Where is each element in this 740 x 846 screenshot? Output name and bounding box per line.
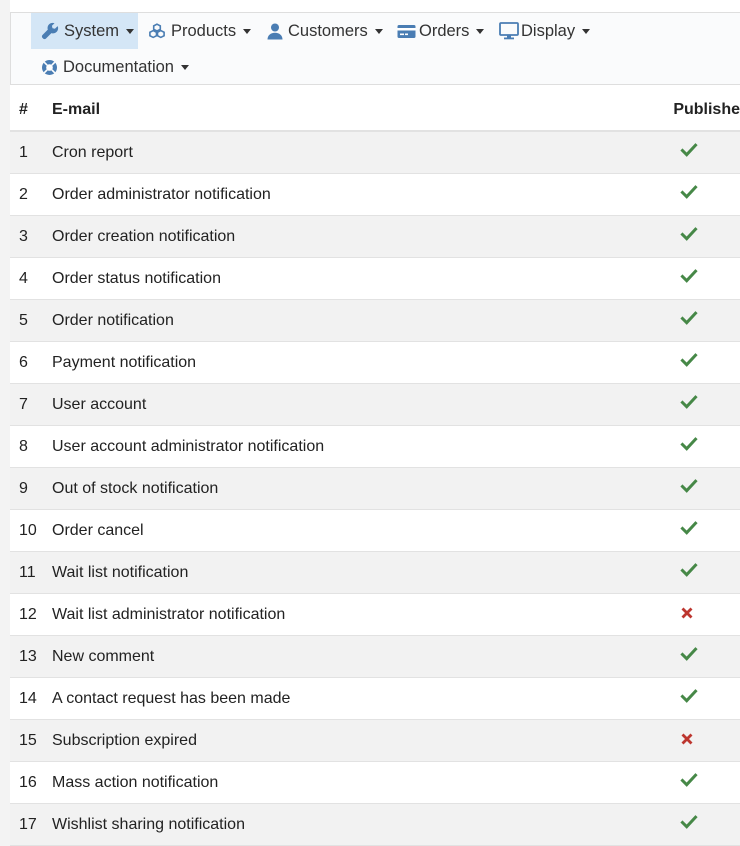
table-row [10, 552, 740, 594]
row-number: 12 [10, 594, 52, 636]
email-name-link[interactable]: Wait list administrator notification [52, 594, 655, 636]
check-icon[interactable] [681, 563, 697, 582]
email-name-link[interactable]: New comment [52, 636, 655, 678]
menu-display-label: Display [521, 21, 576, 40]
table-row [10, 636, 740, 678]
email-name-link[interactable]: Wait list notification [52, 552, 655, 594]
email-name-link[interactable]: Mass action notification [52, 762, 655, 804]
published-cell [655, 300, 740, 342]
row-number: 14 [10, 678, 52, 720]
published-cell [655, 174, 740, 216]
wrench-icon [41, 22, 59, 40]
cross-icon[interactable] [681, 606, 693, 624]
cubes-icon [148, 23, 166, 39]
menu-orders-label: Orders [419, 21, 470, 40]
email-name-link[interactable]: User account [52, 384, 655, 426]
published-cell [655, 552, 740, 594]
published-cell [655, 678, 740, 720]
check-icon[interactable] [681, 269, 697, 288]
menu-products-label: Products [171, 21, 237, 40]
chevron-down-icon [243, 29, 251, 34]
published-cell [655, 510, 740, 552]
column-header-published[interactable]: Publishe [655, 89, 740, 131]
toolbar-menu [10, 12, 740, 85]
menu-customers-label: Customers [288, 21, 368, 40]
email-name-link[interactable]: Subscription expired [52, 720, 655, 762]
table-row [10, 300, 740, 342]
check-icon[interactable] [681, 185, 697, 204]
row-number: 5 [10, 300, 52, 342]
row-number: 6 [10, 342, 52, 384]
menu-documentation[interactable] [41, 49, 189, 85]
table-row [10, 804, 740, 846]
row-number: 9 [10, 468, 52, 510]
menu-products[interactable] [148, 13, 251, 49]
published-cell [655, 762, 740, 804]
check-icon[interactable] [681, 521, 697, 540]
table-row [10, 510, 740, 552]
life-ring-icon [41, 59, 58, 76]
row-number: 15 [10, 720, 52, 762]
chevron-down-icon [181, 65, 189, 70]
published-cell [655, 342, 740, 384]
check-icon[interactable] [681, 479, 697, 498]
row-number: 8 [10, 426, 52, 468]
email-name-link[interactable]: Order notification [52, 300, 655, 342]
table-row [10, 762, 740, 804]
table-row [10, 594, 740, 636]
email-name-link[interactable]: User account administrator notification [52, 426, 655, 468]
row-number: 4 [10, 258, 52, 300]
monitor-icon [499, 22, 519, 40]
table-row [10, 426, 740, 468]
published-cell [655, 216, 740, 258]
menu-documentation-label: Documentation [63, 57, 174, 76]
check-icon[interactable] [681, 437, 697, 456]
check-icon[interactable] [681, 689, 697, 708]
table-row [10, 131, 740, 174]
check-icon[interactable] [681, 143, 697, 162]
table-row [10, 468, 740, 510]
row-number: 17 [10, 804, 52, 846]
published-cell [655, 594, 740, 636]
email-name-link[interactable]: Wishlist sharing notification [52, 804, 655, 846]
row-number: 7 [10, 384, 52, 426]
check-icon[interactable] [681, 353, 697, 372]
menu-system-label: System [64, 21, 120, 40]
row-number: 11 [10, 552, 52, 594]
email-table [10, 89, 740, 846]
check-icon[interactable] [681, 815, 697, 834]
row-number: 16 [10, 762, 52, 804]
menu-orders[interactable] [397, 13, 484, 49]
email-name-link[interactable]: Order cancel [52, 510, 655, 552]
check-icon[interactable] [681, 647, 697, 666]
email-name-link[interactable]: Order creation notification [52, 216, 655, 258]
table-row [10, 678, 740, 720]
email-name-link[interactable]: Payment notification [52, 342, 655, 384]
email-name-link[interactable]: Order status notification [52, 258, 655, 300]
column-header-num[interactable]: # [10, 89, 52, 131]
credit-card-icon [397, 24, 416, 39]
published-cell [655, 804, 740, 846]
table-row [10, 216, 740, 258]
published-cell [655, 258, 740, 300]
row-number: 1 [10, 131, 52, 174]
table-row [10, 342, 740, 384]
check-icon[interactable] [681, 227, 697, 246]
table-row [10, 258, 740, 300]
published-cell [655, 384, 740, 426]
table-row [10, 720, 740, 762]
row-number: 3 [10, 216, 52, 258]
menu-system[interactable] [31, 13, 138, 49]
email-name-link[interactable]: Order administrator notification [52, 174, 655, 216]
published-cell [655, 468, 740, 510]
check-icon[interactable] [681, 773, 697, 792]
check-icon[interactable] [681, 311, 697, 330]
table-row [10, 174, 740, 216]
row-number: 10 [10, 510, 52, 552]
table-row [10, 384, 740, 426]
email-name-link[interactable]: Out of stock notification [52, 468, 655, 510]
published-cell [655, 720, 740, 762]
menu-customers[interactable] [267, 13, 383, 49]
chevron-down-icon [375, 29, 383, 34]
menu-display[interactable] [499, 13, 590, 49]
published-cell [655, 426, 740, 468]
column-header-email[interactable]: E-mail [52, 89, 655, 131]
email-name-link[interactable]: Cron report [52, 131, 655, 174]
row-number: 2 [10, 174, 52, 216]
user-icon [267, 23, 283, 40]
row-number: 13 [10, 636, 52, 678]
check-icon[interactable] [681, 395, 697, 414]
published-cell [655, 131, 740, 174]
chevron-down-icon [126, 29, 134, 34]
table-header-row [10, 89, 740, 131]
cross-icon[interactable] [681, 732, 693, 750]
email-name-link[interactable]: A contact request has been made [52, 678, 655, 720]
chevron-down-icon [476, 29, 484, 34]
published-cell [655, 636, 740, 678]
chevron-down-icon [582, 29, 590, 34]
